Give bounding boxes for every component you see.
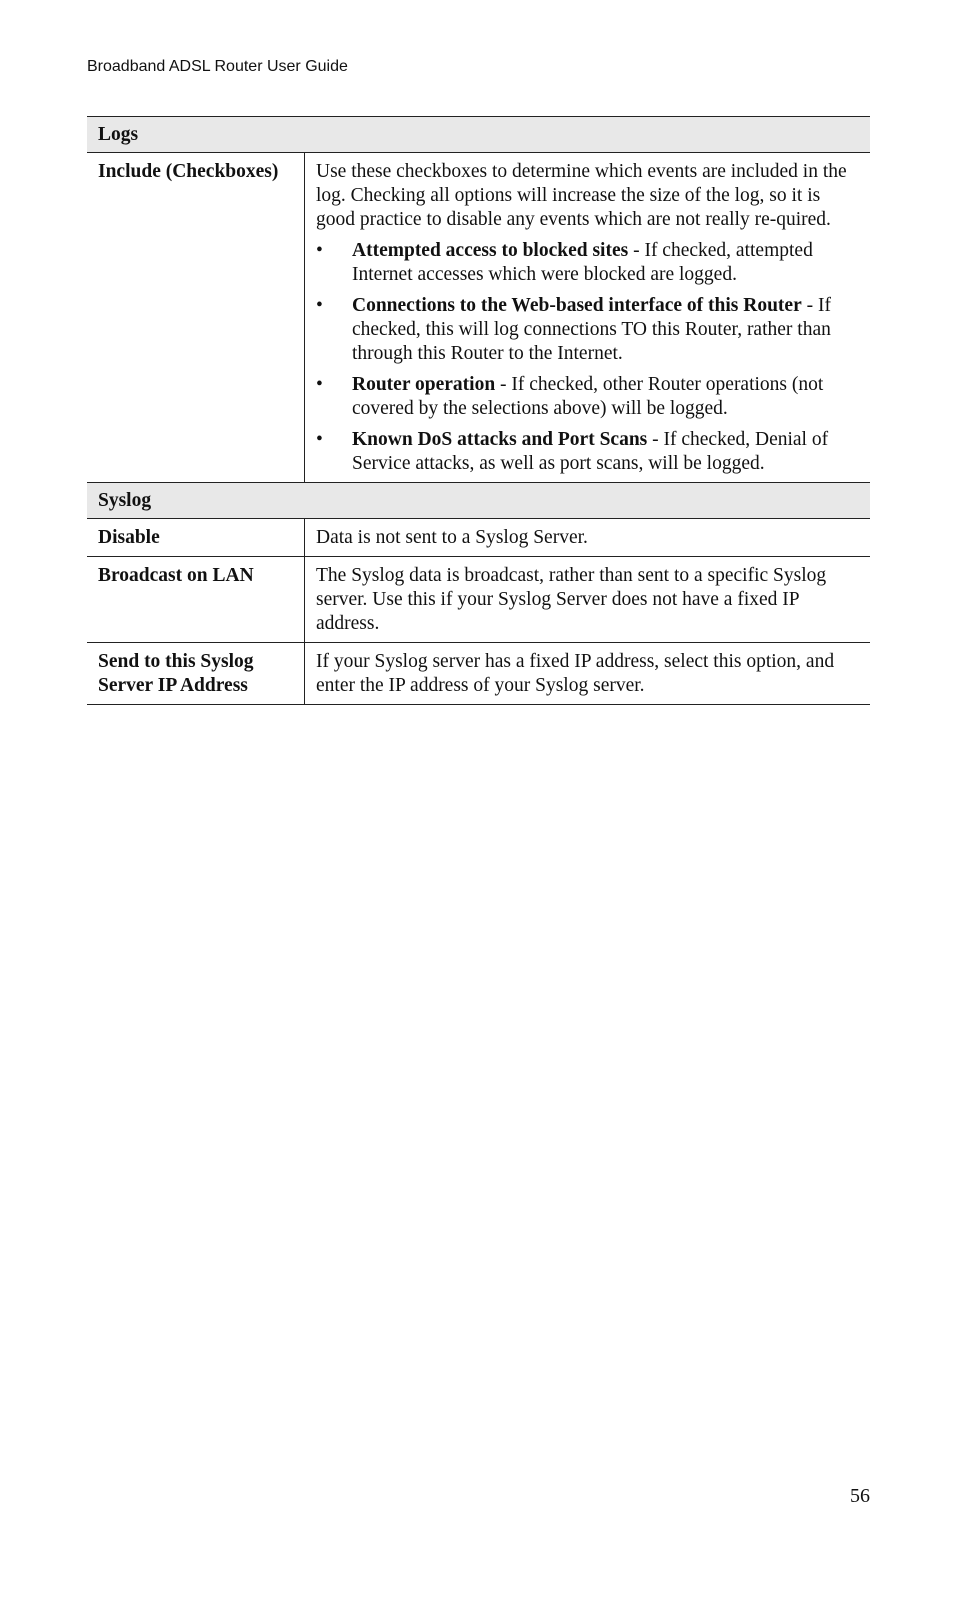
list-item — [316, 239, 859, 287]
desc-disable: Data is not sent to a Syslog Server. — [305, 519, 871, 557]
term-disable: Disable — [87, 519, 305, 557]
bullet-term: Known DoS attacks and Port Scans — [352, 429, 648, 450]
settings-table — [87, 116, 870, 705]
bullet-icon: • — [316, 295, 323, 316]
running-header: Broadband ADSL Router User Guide — [87, 58, 348, 75]
bullet-term: Connections to the Web-based interface of this Router — [352, 295, 802, 316]
term-include: Include (Checkboxes) — [87, 153, 305, 483]
bullet-icon: • — [316, 374, 323, 395]
term-broadcast: Broadcast on LAN — [87, 557, 305, 643]
list-item — [316, 428, 859, 476]
table-row-broadcast — [87, 557, 870, 643]
section-title-syslog: Syslog — [87, 483, 870, 519]
section-header-syslog — [87, 483, 870, 519]
desc-include — [305, 153, 871, 483]
bullet-text: - If checked, other Router operations (not covered by the selections above) will be logged. — [352, 374, 824, 419]
desc-broadcast: The Syslog data is broadcast, rather than sent to a specific Syslog server. Use this if your Syslog Server does not have a fixed IP address. — [305, 557, 871, 643]
bullet-icon: • — [316, 240, 323, 261]
table-row-include — [87, 153, 870, 483]
bullet-term: Router operation — [352, 374, 496, 395]
bullet-icon: • — [316, 429, 323, 450]
term-send-to-server: Send to this Syslog Server IP Address — [87, 643, 305, 705]
table-row-send-to-server — [87, 643, 870, 705]
list-item — [316, 294, 859, 366]
desc-send-to-server: If your Syslog server has a fixed IP address, select this option, and enter the IP address of your Syslog server. — [305, 643, 871, 705]
include-intro: Use these checkboxes to determine which events are included in the log. Checking all options will increase the size of the log, so it is good practice to disable any events which are not really re-quired. — [316, 161, 847, 230]
section-header-logs — [87, 117, 870, 153]
bullet-text: - If checked, attempted Internet accesses which were blocked are logged. — [352, 240, 813, 285]
page-number: 56 — [850, 1485, 870, 1507]
list-item — [316, 373, 859, 421]
include-options-list — [316, 239, 859, 476]
bullet-text: - If checked, this will log connections TO this Router, rather than through this Router to the Internet. — [352, 295, 831, 364]
table-row-disable — [87, 519, 870, 557]
section-title-logs: Logs — [87, 117, 870, 153]
bullet-text: - If checked, Denial of Service attacks, as well as port scans, will be logged. — [352, 429, 829, 474]
bullet-term: Attempted access to blocked sites — [352, 240, 629, 261]
